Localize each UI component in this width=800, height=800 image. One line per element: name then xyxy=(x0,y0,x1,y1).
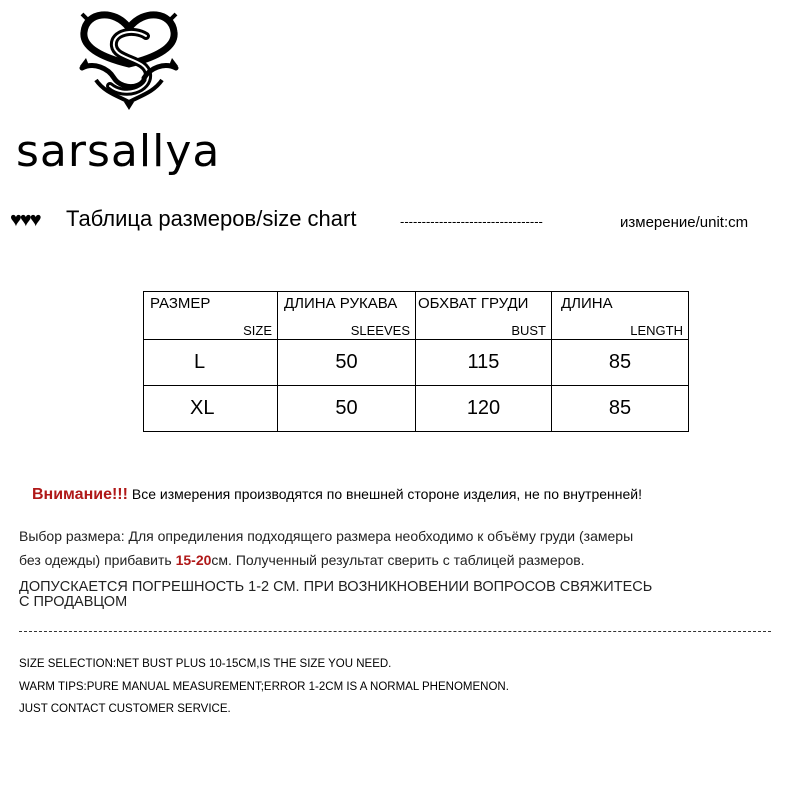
size-chart-header xyxy=(10,204,790,238)
bust-cell: 120 xyxy=(416,386,552,432)
unit-label: измерение/unit:cm xyxy=(620,214,749,231)
sleeves-cell: 50 xyxy=(278,386,416,432)
english-note-3: JUST CONTACT CUSTOMER SERVICE. xyxy=(19,703,231,715)
column-header-ru: РАЗМЕР xyxy=(150,295,211,312)
warning-label: Внимание!!! xyxy=(32,486,128,503)
tolerance-line-2: С ПРОДАВЦОМ xyxy=(19,594,128,610)
tolerance-note xyxy=(19,580,719,610)
column-header-en: SLEEVES xyxy=(350,323,410,338)
length-cell: 85 xyxy=(552,386,689,432)
length-cell: 85 xyxy=(552,340,689,386)
size-advice-text: без одежды) прибавить xyxy=(19,552,176,568)
column-header-en: BUST xyxy=(511,323,546,338)
bust-cell: 115 xyxy=(416,340,552,386)
size-advice-line-2 xyxy=(19,548,585,572)
column-header-ru: ОБХВАТ ГРУДИ xyxy=(418,295,529,312)
hearts-icon: ♥♥♥ xyxy=(10,209,40,231)
english-note-1: SIZE SELECTION:NET BUST PLUS 10-15CM,IS THE SIZE YOU NEED. xyxy=(19,658,392,670)
warning-note xyxy=(32,486,642,504)
table-row xyxy=(144,386,689,432)
table-row xyxy=(144,340,689,386)
column-header-en: LENGTH xyxy=(630,323,683,338)
table-header-row xyxy=(144,292,689,340)
divider xyxy=(19,631,771,632)
size-cell: XL xyxy=(144,386,278,432)
dashed-separator: --------------------------------- xyxy=(400,214,543,229)
size-chart-title: Таблица размеров/size chart xyxy=(66,206,357,231)
column-header-ru: ДЛИНА xyxy=(561,295,613,312)
column-header-bust xyxy=(416,292,552,340)
english-note-2: WARM TIPS:PURE MANUAL MEASUREMENT;ERROR 1-2CM IS A NORMAL PHENOMENON. xyxy=(19,681,509,693)
column-header-length xyxy=(552,292,689,340)
size-advice-text: см. Полученный результат сверить с таблицей размеров. xyxy=(211,552,585,568)
tolerance-line-1: ДОПУСКАЕТСЯ ПОГРЕШНОСТЬ 1-2 СМ. ПРИ ВОЗНИКНОВЕНИИ ВОПРОСОВ СВЯЖИТЕСЬ xyxy=(19,579,653,595)
ornamental-monogram-icon xyxy=(74,6,184,114)
column-header-ru: ДЛИНА РУКАВА xyxy=(284,295,398,312)
size-table xyxy=(143,291,689,432)
warning-text: Все измерения производятся по внешней стороне изделия, не по внутренней! xyxy=(127,486,642,502)
sleeves-cell: 50 xyxy=(278,340,416,386)
size-cell: L xyxy=(144,340,278,386)
size-advice-highlight: 15-20 xyxy=(175,552,212,568)
column-header-en: SIZE xyxy=(243,323,272,338)
column-header-sleeves xyxy=(278,292,416,340)
brand-name: sarsallya xyxy=(16,126,221,177)
column-header-size xyxy=(144,292,278,340)
size-advice-line-1: Выбор размера: Для опредиления подходящего размера необходимо к объёму груди (замеры xyxy=(19,528,634,544)
